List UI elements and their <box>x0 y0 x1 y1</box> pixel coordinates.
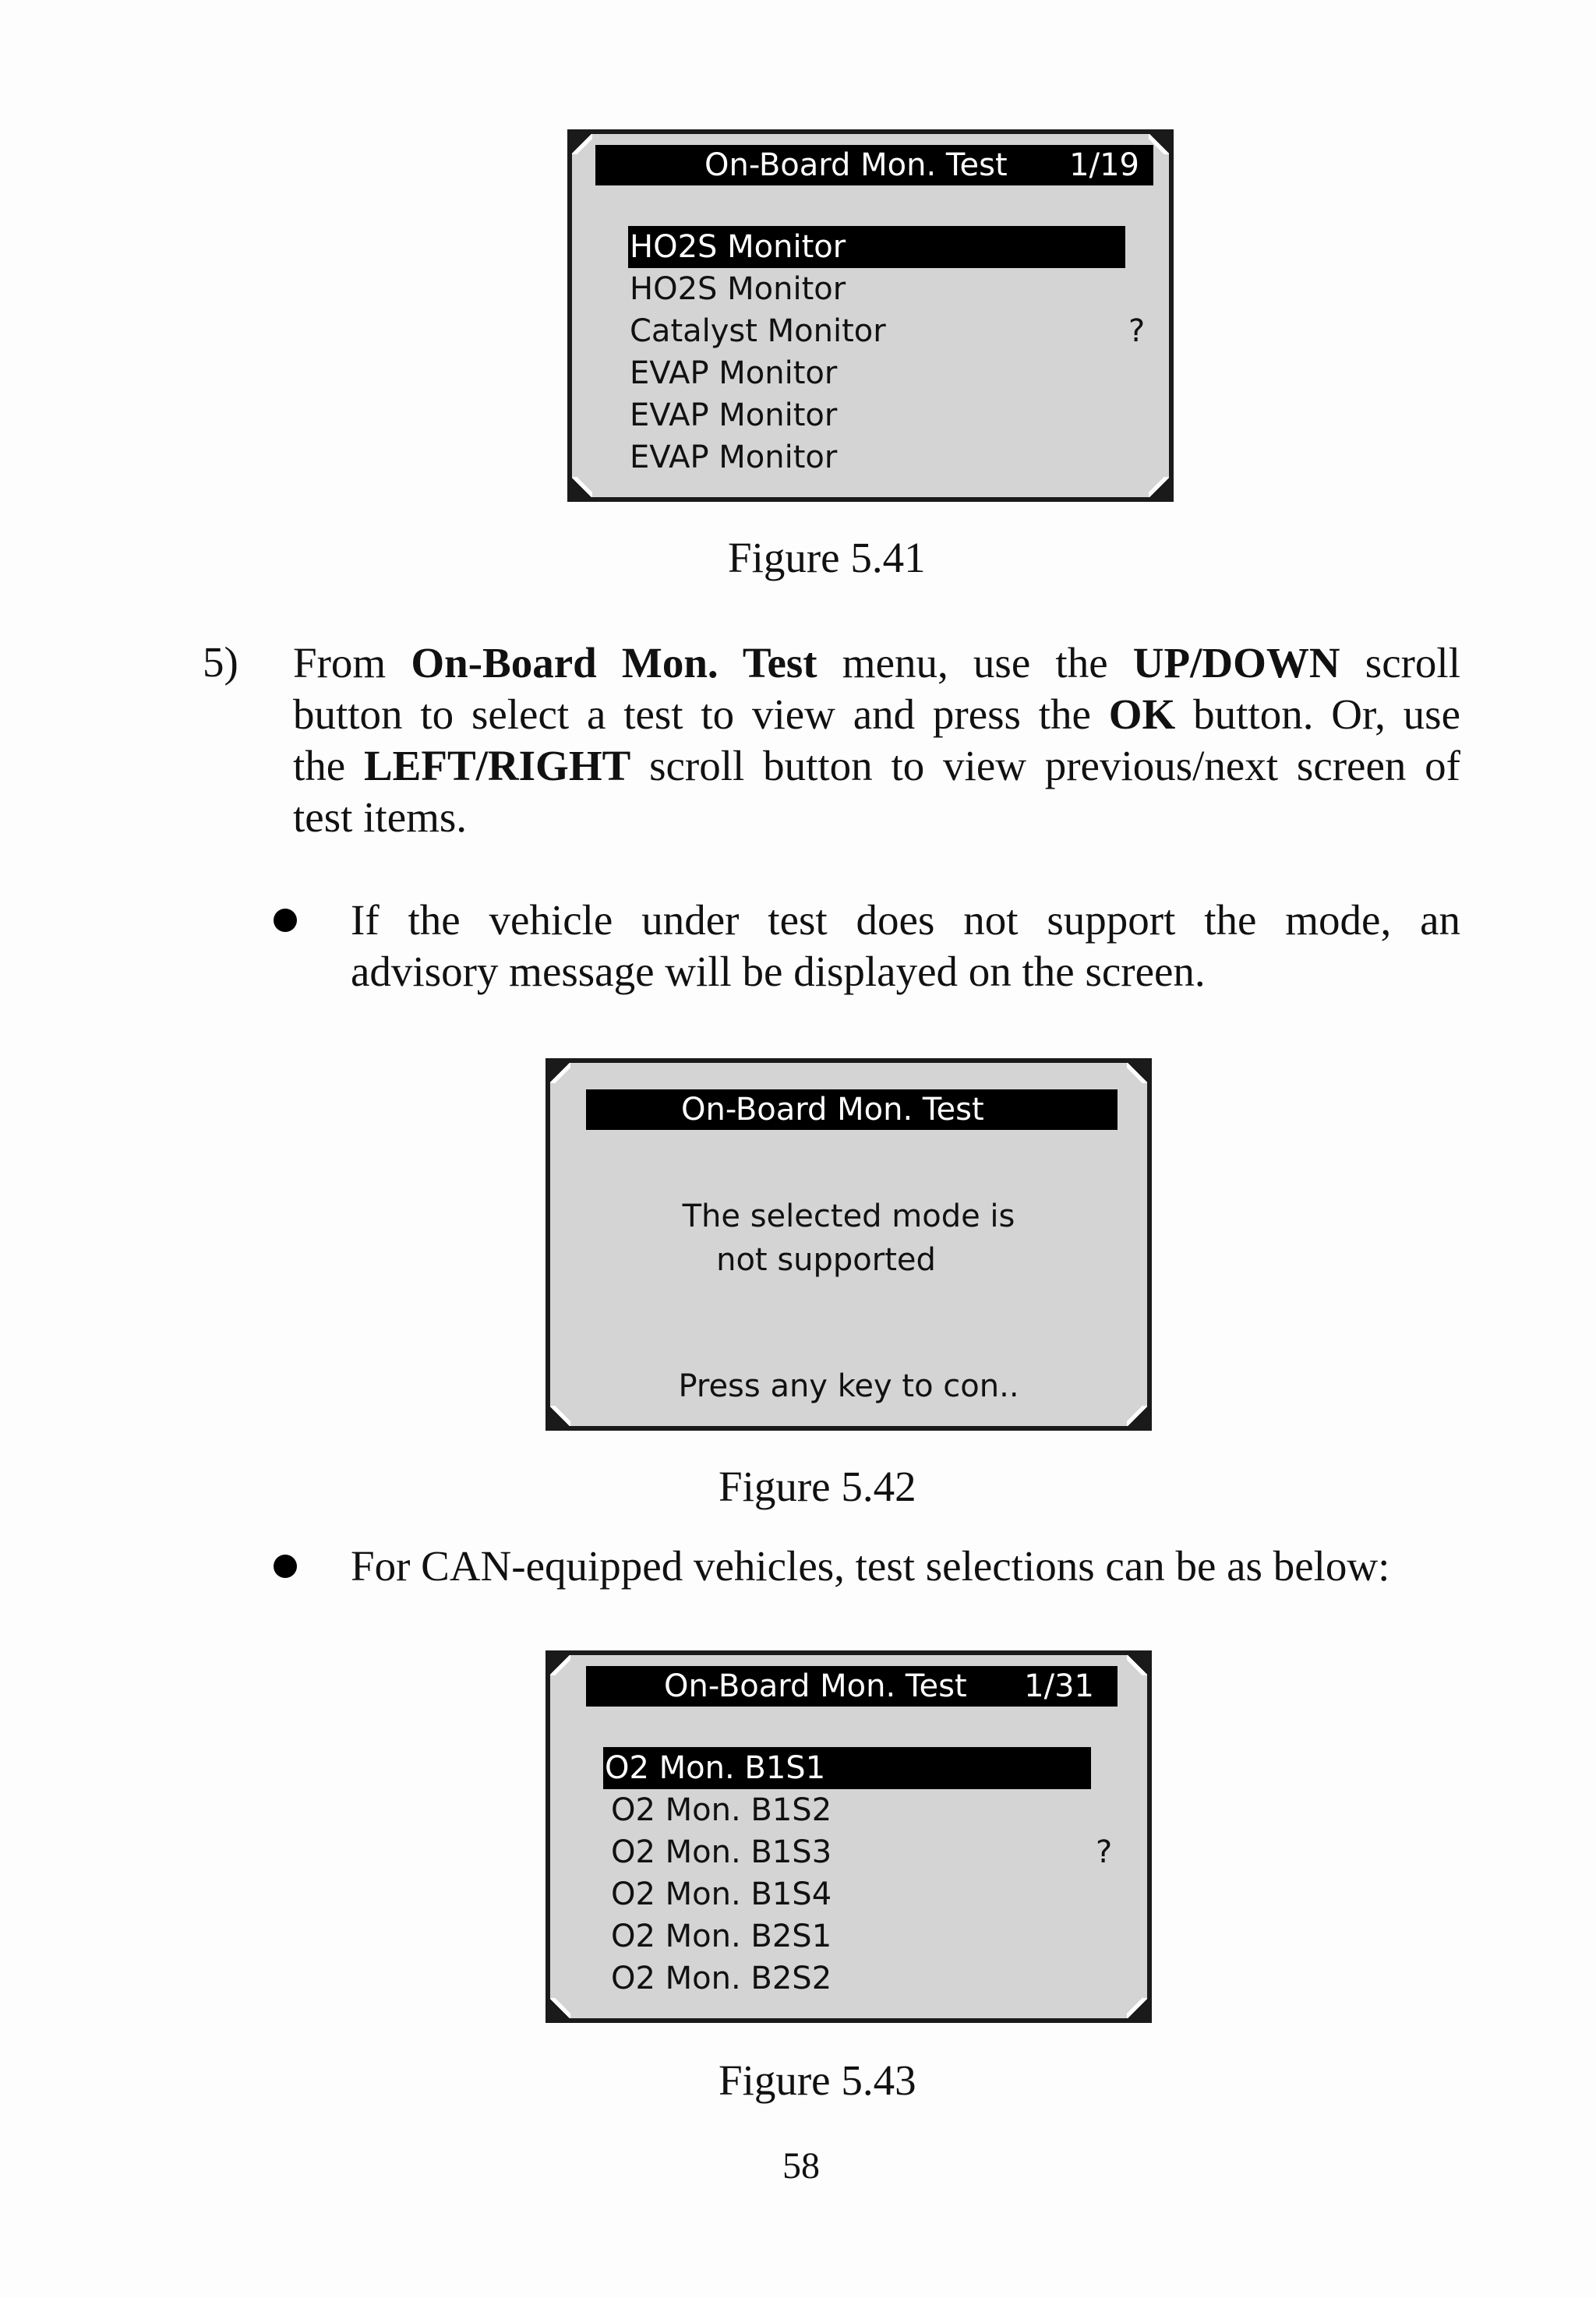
bullet-paragraph <box>351 1541 1460 1592</box>
screen-title-bar <box>586 1089 1118 1130</box>
paragraph-line: the LEFT/RIGHT scroll button to view previous/next screen of <box>293 742 1460 789</box>
figure-caption: Figure 5.42 <box>719 1463 916 1510</box>
scan-tool-screen-fig542 <box>546 1058 1152 1431</box>
figure-caption: Figure 5.43 <box>719 2056 916 2104</box>
step-number: 5) <box>203 638 238 686</box>
paragraph-line: From On-Board Mon. Test menu, use the UP/DOWN scroll <box>293 639 1460 687</box>
paragraph-line: advisory message will be displayed on the screen. <box>351 948 1206 995</box>
menu-item[interactable]: Catalyst Monitor <box>630 313 886 349</box>
scroll-indicator: ? <box>1096 1834 1113 1870</box>
menu-item[interactable]: EVAP Monitor <box>630 397 838 433</box>
paragraph-line: For CAN-equipped vehicles, test selections can be as below: <box>351 1542 1390 1590</box>
menu-item[interactable]: EVAP Monitor <box>630 355 838 391</box>
page-indicator: 1/31 <box>1024 1668 1094 1704</box>
screen-title: On-Board Mon. Test <box>664 1668 967 1704</box>
menu-item[interactable]: HO2S Monitor <box>630 271 846 307</box>
page-indicator: 1/19 <box>1069 147 1139 183</box>
step-5-paragraph <box>293 637 1460 843</box>
menu-item[interactable]: O2 Mon. B1S1 <box>603 1747 1091 1789</box>
menu-item[interactable]: O2 Mon. B2S1 <box>611 1919 832 1954</box>
menu-item[interactable]: O2 Mon. B1S2 <box>611 1792 832 1828</box>
scan-tool-screen-fig541 <box>567 129 1174 502</box>
continue-prompt[interactable]: Press any key to con.. <box>678 1368 1019 1404</box>
menu-item[interactable]: O2 Mon. B1S4 <box>611 1876 832 1912</box>
paragraph-line: button to select a test to view and press the OK button. Or, use <box>293 690 1460 738</box>
menu-item[interactable]: O2 Mon. B1S3 <box>611 1834 832 1870</box>
bullet-icon <box>274 909 297 932</box>
menu-item[interactable]: O2 Mon. B2S2 <box>611 1961 832 1996</box>
page-number: 58 <box>782 2145 820 2187</box>
paragraph-line: test items. <box>293 793 468 841</box>
scroll-indicator: ? <box>1128 313 1146 349</box>
scan-tool-screen-fig543 <box>546 1650 1152 2023</box>
screen-title-bar <box>595 145 1153 185</box>
message-line: The selected mode is <box>682 1198 1015 1234</box>
menu-item[interactable]: EVAP Monitor <box>630 439 838 475</box>
message-line: not supported <box>716 1242 936 1278</box>
bullet-paragraph <box>351 895 1460 997</box>
screen-title: On-Board Mon. Test <box>704 147 1008 183</box>
figure-caption: Figure 5.41 <box>728 534 926 581</box>
paragraph-line: If the vehicle under test does not support the mode, an <box>351 896 1460 944</box>
screen-title-bar <box>586 1666 1118 1707</box>
menu-item[interactable]: HO2S Monitor <box>628 226 1125 268</box>
screen-title: On-Board Mon. Test <box>681 1092 984 1128</box>
bullet-icon <box>274 1555 297 1578</box>
